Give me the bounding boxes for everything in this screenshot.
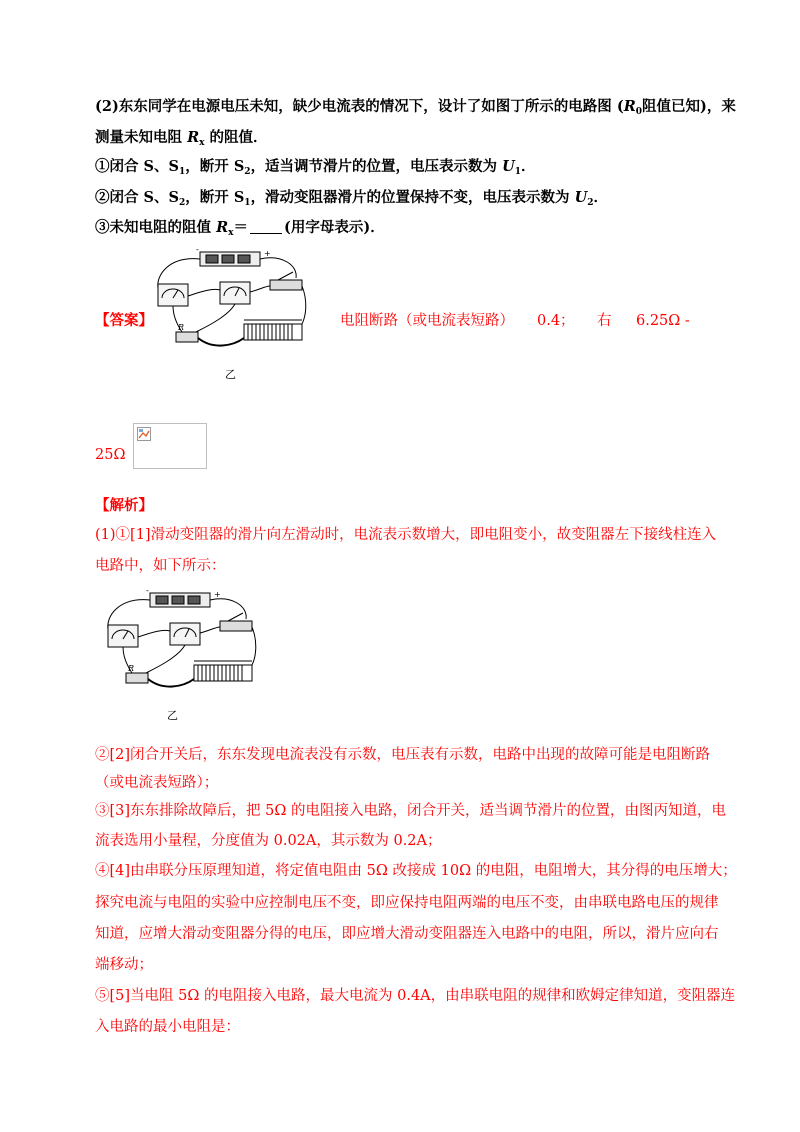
analysis-line: ③[3]东东排除故障后，把 5Ω 的电阻接入电路，闭合开关，适当调节滑片的位置，由图丙知道，电 <box>95 803 727 819</box>
answer-item-3: 右 <box>597 313 612 329</box>
analysis-line: 流表选用小量程，分度值为 0.02A，其示数为 0.2A； <box>95 833 442 849</box>
circuit-diagram-icon <box>148 246 316 358</box>
answer-label: 【答案】 <box>95 312 153 329</box>
question-line-2: 测量未知电阻 $R_x$ 的阻值． <box>95 129 268 148</box>
answer-item-4: 6.25Ω - <box>636 313 690 329</box>
analysis-line: 知道，应增大滑动变阻器分得的电压，即应增大滑动变阻器连入电路中的电阻，所以，滑片应向右 <box>95 926 719 942</box>
svg-text:R: R <box>178 323 185 332</box>
svg-text:+: + <box>264 249 271 258</box>
analysis-line: ⑤[5]当电阻 5Ω 的电阻接入电路，最大电流为 0.4A，由串联电阻的规律和欧姆定律知道，变阻器连 <box>95 988 736 1004</box>
analysis-line: （或电流表短路）； <box>95 775 219 791</box>
analysis-line: 入电路的最小电阻是： <box>95 1019 240 1035</box>
answer-item-2: 0.4； <box>537 313 575 329</box>
analysis-label: 【解析】 <box>95 497 153 514</box>
analysis-line: ④[4]由串联分压原理知道，将定值电阻由 5Ω 改接成 10Ω 的电阻，电阻增大，其分得的电压增大； <box>95 863 737 879</box>
analysis-line: ②[2]闭合开关后，东东发现电流表没有示数，电压表有示数，电路中出现的故障可能是电阻断路 <box>95 747 711 763</box>
answer-item-1: 电阻断路（或电流表短路） <box>340 313 514 329</box>
svg-text:-: - <box>146 587 149 595</box>
figure-caption-analysis: 乙 <box>167 709 178 722</box>
question-step-2: ②闭合 S、$S_2$，断开 $S_1$，滑动变阻器滑片的位置保持不变，电压表示数为 $U_2$． <box>95 189 609 208</box>
analysis-line: (1)①[1]滑动变阻器的滑片向左滑动时，电流表示数增大，即电阻变小，故变阻器左下接线柱连入 <box>95 527 717 543</box>
broken-image-icon <box>137 427 151 441</box>
question-line-1: (2)东东同学在电源电压未知，缺少电流表的情况下，设计了如图丁所示的电路图 ($R_0$阻值已知)，来 <box>95 98 736 117</box>
analysis-line: 电路中，如下所示： <box>95 558 226 574</box>
question-step-1: ①闭合 S、$S_1$，断开 $S_2$，适当调节滑片的位置，电压表示数为 $U_1$． <box>95 158 536 177</box>
figure-caption-answer: 乙 <box>225 368 236 381</box>
question-step-3: ③未知电阻的阻值 $R_x=$ (用字母表示)． <box>95 219 385 238</box>
analysis-line: 探究电流与电阻的实验中应控制电压不变，即应保持电阻两端的电压不变，由串联电路电压的规律 <box>95 895 719 911</box>
circuit-diagram-analysis <box>98 587 266 699</box>
svg-text:-: - <box>196 246 199 254</box>
circuit-diagram-icon <box>98 587 266 699</box>
svg-text:+: + <box>214 590 221 599</box>
circuit-diagram-answer <box>148 246 316 358</box>
analysis-line: 端移动； <box>95 957 153 973</box>
image-placeholder <box>133 423 207 469</box>
answer-item-4-cont: 25Ω <box>95 447 126 463</box>
answer-blank <box>250 219 282 234</box>
svg-text:R: R <box>128 664 135 673</box>
